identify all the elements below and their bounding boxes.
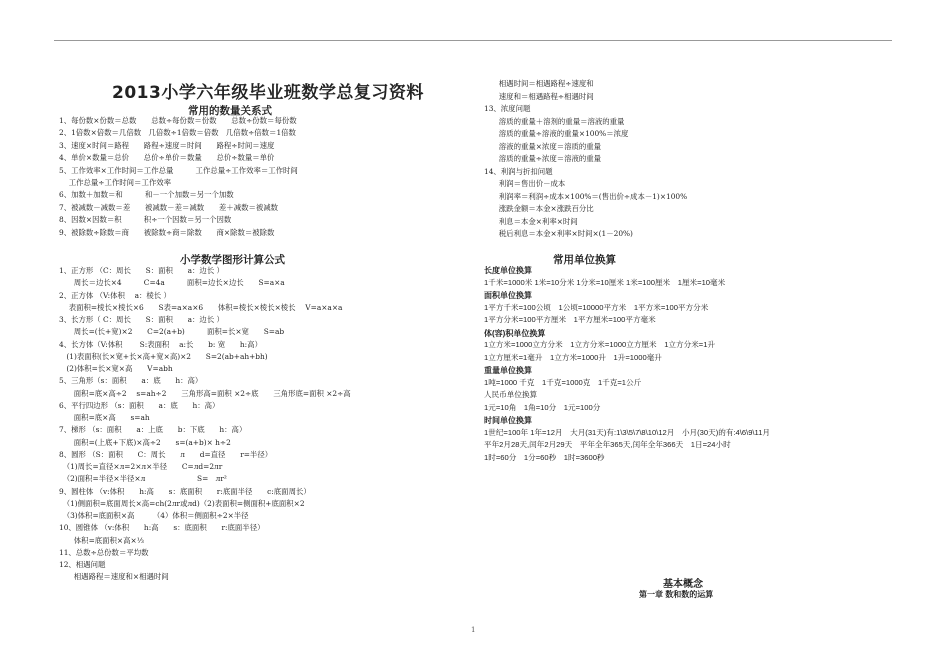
formula-line: 5、工作效率×工作时间＝工作总量 工作总量÷工作效率＝工作时间 — [59, 165, 298, 175]
unit-line: 1元=10角 1角=10分 1元=100分 — [484, 402, 601, 412]
formula-line: 1、正方形 （C：周长 S：面积 a：边长 ） — [59, 266, 224, 275]
formula-line: 利息＝本金×利率×时间 — [484, 216, 578, 226]
formula-line: 14、利润与折扣问题 — [484, 166, 553, 176]
formula-line: （2)面积=半径×半径×л S= лr² — [59, 474, 227, 484]
page-title: 2013小学六年级毕业班数学总复习资料 — [112, 83, 424, 103]
formula-line: 溶液的重量×浓度＝溶质的重量 — [484, 141, 602, 151]
formula-line: 溶质的重量＋溶剂的重量＝溶液的重量 — [484, 116, 625, 126]
unit-group-title: 体(容)积单位换算 — [484, 328, 546, 338]
unit-line: 1立方米=1000立方分米 1立方分米=1000立方厘米 1立方分米=1升 — [484, 340, 716, 349]
formula-line: 5、三角形（s：面积 a：底 h：高） — [59, 376, 203, 386]
unit-line: 1平方千米=100公顷 1公顷=10000平方米 1平方米=100平方分米 — [484, 302, 709, 312]
formula-line: 利润率＝利润÷成本×100%＝(售出价÷成本－1)×100% — [484, 191, 688, 201]
formula-line: 6、加数＋加数＝和 和－一个加数＝另一个加数 — [59, 190, 234, 200]
formula-line: 1、每份数×份数＝总数 总数÷每份数＝份数 总数÷份数＝每份数 — [59, 116, 297, 125]
formula-line: 速度和＝相遇路程÷相遇时间 — [484, 91, 594, 101]
formula-line: 面积=底×高 s=ah — [59, 413, 150, 422]
formula-line: 表面积=棱长×棱长×6 S表=a×a×6 体积=棱长×棱长×棱长 V=a×a×a — [59, 302, 343, 312]
formula-line: 8、圆形 （S：面积 C：周长 л d=直径 r=半径） — [59, 449, 273, 459]
formula-line: 7、梯形 （s：面积 a：上底 b：下底 h：高） — [59, 425, 247, 435]
unit-line: 1世纪=100年 1年=12月 大月(31天)有:1\3\5\7\8\10\12月 小月(30天)的有:4\6\9\11月 — [484, 427, 771, 437]
unit-line: 1千米=1000米 1米=10分米 1分米=10厘米 1米=100厘米 1厘米=10毫米 — [484, 277, 726, 287]
formula-line: (2)体积=长×宽×高 V=abh — [59, 364, 173, 373]
formula-line: 周长＝边长×4 C=4a 面积=边长×边长 S=a×a — [59, 278, 285, 288]
formula-line: 面积=(上底+下底)×高÷2 s=(a+b)× h÷2 — [59, 437, 231, 447]
unit-group-title: 时间单位换算 — [484, 416, 532, 425]
unit-line: 1立方厘米=1毫升 1立方米=1000升 1升=1000毫升 — [484, 352, 662, 362]
formula-line: 周长=(长+宽)×2 C=2(a+b) 面积=长×宽 S=ab — [59, 327, 285, 337]
formula-line: 3、长方形（ C：周长 S：面积 a：边长 ） — [59, 315, 224, 324]
formula-line: 9、圆柱体 （v:体积 h:高 s：底面积 r:底面半径 c:底面周长） — [59, 486, 311, 496]
unit-group-title: 重量单位换算 — [484, 366, 532, 375]
formula-line: 2、1倍数×倍数＝几倍数 几倍数÷1倍数＝倍数 几倍数÷倍数＝1倍数 — [59, 128, 296, 138]
unit-line: 1平方分米=100平方厘米 1平方厘米=100平方毫米 — [484, 315, 656, 324]
formula-line: 涨跌金额＝本金×涨跌百分比 — [484, 204, 594, 213]
formula-line: 相遇路程＝速度和×相遇时间 — [59, 572, 169, 582]
formula-line: 税后利息＝本金×利率×时间×(1－20%) — [484, 229, 633, 238]
formula-line: 工作总量÷工作时间＝工作效率 — [59, 178, 172, 187]
formula-line: 12、相遇问题 — [59, 560, 106, 569]
basic-concepts-heading: 基本概念 — [663, 579, 703, 590]
formula-line: 8、因数×因数＝积 积÷一个因数＝另一个因数 — [59, 215, 232, 225]
formula-line: 4、单价×数量＝总价 总价÷单价＝数量 总价÷数量＝单价 — [59, 153, 275, 163]
formula-line: 9、被除数÷除数＝商 被除数÷商＝除数 商×除数＝被除数 — [59, 227, 275, 237]
formula-line: 相遇时间＝相遇路程÷速度和 — [484, 79, 594, 88]
formula-line: 10、圆锥体 （v:体积 h:高 s：底面积 r:底面半径） — [59, 523, 265, 533]
formula-line: （3)体积=底面积×高 （4）体积＝侧面积÷2×半径 — [59, 511, 249, 520]
formula-line: 13、浓度问题 — [484, 104, 531, 113]
page-number: 1 — [471, 626, 476, 634]
formula-line: 体积=底面积×高×⅓ — [59, 535, 144, 545]
quantity-heading: 常用的数量关系式 — [188, 105, 272, 117]
geometry-heading: 小学数学图形计算公式 — [180, 254, 285, 266]
chapter-title: 第一章 数和数的运算 — [639, 590, 714, 599]
unit-group-title: 面积单位换算 — [484, 291, 532, 300]
unit-line: 平年2月28天,闰年2月29天 平年全年365天,闰年全年366天 1日=24小时 — [484, 440, 731, 449]
formula-line: 11、总数÷总份数＝平均数 — [59, 547, 149, 557]
units-heading: 常用单位换算 — [553, 254, 616, 266]
formula-line: （1)周长=直径×л=2×л×半径 C=лd=2лr — [59, 462, 223, 471]
formula-line: 4、长方体（V:体积 S:表面积 a:长 b: 宽 h:高） — [59, 339, 262, 349]
formula-line: 面积=底×高÷2 s=ah÷2 三角形高=面积 ×2÷底 三角形底=面积 ×2÷高 — [59, 388, 351, 398]
unit-group-title: 长度单位换算 — [484, 266, 532, 275]
formula-line: 利润＝售出价－成本 — [484, 179, 566, 188]
formula-line: 2、正方体 （V:体积 a：棱长 ） — [59, 290, 171, 300]
formula-line: 7、被减数－减数＝差 被减数－差＝减数 差＋减数＝被减数 — [59, 202, 279, 212]
formula-line: 溶质的重量÷浓度＝溶液的重量 — [484, 154, 602, 163]
unit-line: 1时=60分 1分=60秒 1时=3600秒 — [484, 452, 605, 462]
formula-line: （1)侧面积=底面周长×高=ch(2лr或лd)（2)表面积=侧面积+底面积×2 — [59, 498, 305, 508]
header-rule — [54, 40, 892, 41]
formula-line: (1)表面积(长×宽+长×高+宽×高)×2 S=2(ab+ah+bh) — [59, 351, 268, 361]
formula-line: 3、速度×时间＝路程 路程÷速度＝时间 路程÷时间＝速度 — [59, 140, 275, 150]
formula-line: 6、平行四边形 （s：面积 a：底 h：高） — [59, 400, 220, 410]
formula-line: 溶质的重量÷溶液的重量×100%＝浓度 — [484, 129, 629, 138]
unit-group-title: 人民币单位换算 — [484, 390, 538, 399]
unit-line: 1吨=1000 千克 1千克=1000克 1千克=1公斤 — [484, 377, 642, 387]
